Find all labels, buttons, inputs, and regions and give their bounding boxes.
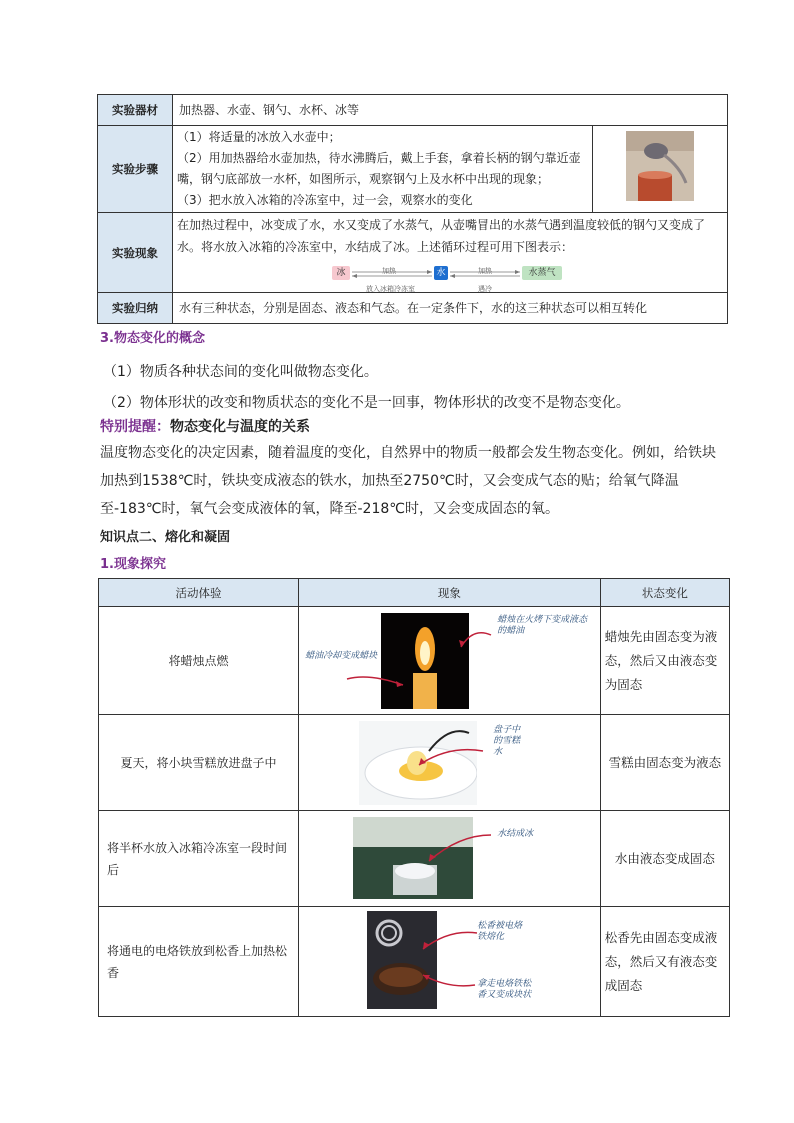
- label-heat-2: 加热: [478, 267, 492, 275]
- label-freeze: 放入冰箱冷冻室: [366, 285, 415, 293]
- note-rosin-melt: 松香被电烙铁熔化: [477, 921, 523, 942]
- label-conclusion: 实验归纳: [98, 293, 173, 324]
- table-row: [99, 607, 730, 715]
- label-cool: 遇冷: [478, 285, 492, 293]
- icecream-image-cell: [299, 715, 601, 811]
- change-rosin: 松香先由固态变成液态，然后又有液态变成固态: [600, 907, 729, 1017]
- note-candle-melt: 蜡烛在火烤下变成液态的蜡油: [497, 615, 588, 636]
- step-1: （1）将适量的冰放入水壶中；: [177, 130, 341, 144]
- label-phenomenon: 实验现象: [98, 213, 173, 293]
- tip-heading: [100, 413, 310, 441]
- ice-box: 冰: [332, 266, 350, 280]
- candle-image-cell: [299, 607, 601, 715]
- activity-candle: 将蜡烛点燃: [99, 607, 299, 715]
- change-icecream: 雪糕由固态变为液态: [600, 715, 729, 811]
- spoon-photo-cell: [593, 126, 728, 213]
- note-candle-solid: 蜡油冷却变成蜡块: [305, 651, 378, 661]
- spoon-steam-image: [626, 131, 694, 201]
- header-phenomenon: 现象: [299, 579, 601, 607]
- knowledge2-sub: 1.现象探究: [100, 557, 166, 572]
- label-equipment: 实验器材: [98, 95, 173, 126]
- equipment-content: 加热器、水壶、钢勺、水杯、冰等: [173, 95, 728, 126]
- phenomenon-content: 在加热过程中，冰变成了水，水又变成了水蒸气，从壶嘴冒出的水蒸气遇到温度较低的钢勺又变成了水。将水放入冰箱的冷冻室中，水结成了冰。上述循环过程可用下图表示：: [177, 218, 706, 254]
- step-2: （2）用加热器给水壶加热，待水沸腾后，戴上手套，拿着长柄的钢勺靠近壶嘴，钢勺底部放一水杯，如图所示，观察钢勺上及水杯中出现的现象；: [177, 151, 581, 186]
- table-row: [99, 715, 730, 811]
- water-cycle-diagram: [332, 262, 572, 293]
- tip-label: 特别提醒：: [100, 419, 170, 435]
- section3-title: 3.物态变化的概念: [100, 331, 205, 346]
- conclusion-content: 水有三种状态，分别是固态、液态和气态。在一定条件下，水的这三种状态可以相互转化: [173, 293, 728, 324]
- table-row: [99, 907, 730, 1017]
- annotation-arrows: [299, 907, 603, 1017]
- change-candle: 蜡烛先由固态变为液态，然后又由液态变为固态: [600, 607, 729, 715]
- change-water-freeze: 水由液态变成固态: [600, 811, 729, 907]
- activity-rosin: 将通电的电烙铁放到松香上加热松香: [99, 907, 299, 1017]
- note-rosin-solid: 拿走电烙铁松香又变成块状: [477, 979, 532, 1000]
- label-steps: 实验步骤: [98, 126, 173, 213]
- knowledge2-title: 知识点二、熔化和凝固: [100, 530, 231, 545]
- phenomenon-table: [98, 578, 730, 1017]
- rosin-image-cell: [299, 907, 601, 1017]
- note-icecream: 盘子中的雪糕水: [493, 725, 521, 757]
- steam-box: 水蒸气: [522, 266, 562, 280]
- activity-water-freeze: 将半杯水放入冰箱冷冻室一段时间后: [99, 811, 299, 907]
- tip-title: 物态变化与温度的关系: [170, 419, 310, 435]
- experiment-table: [97, 94, 728, 324]
- step-3: （3）把水放入冰箱的冷冻室中，过一会，观察水的变化: [177, 193, 473, 207]
- water-box: 水: [434, 266, 448, 280]
- annotation-arrows: [299, 715, 603, 811]
- steps-content: [173, 126, 593, 213]
- label-heat-1: 加热: [382, 267, 396, 275]
- tip-text: 温度物态变化的决定因素，随着温度的变化，自然界中的物质一般都会发生物态变化。例如，给铁块加热到1538℃时，铁块变成液态的铁水，加热至2750℃时，又会变成气态的贴；给氧气降温至-183℃时，氧气会变成液体的氧，降至-218℃时，又会变成固态的氧。: [100, 445, 716, 517]
- header-activity: 活动体验: [99, 579, 299, 607]
- note-ice: 水结成冰: [497, 829, 534, 839]
- section3-p2: （2）物体形状的改变和物质状态的变化不是一回事，物体形状的改变不是物态变化。: [103, 395, 630, 411]
- activity-icecream: 夏天，将小块雪糕放进盘子中: [99, 715, 299, 811]
- table-row: [99, 811, 730, 907]
- annotation-arrows: [299, 811, 603, 907]
- phenomenon-cell: [173, 213, 728, 293]
- header-change: 状态变化: [600, 579, 729, 607]
- section3-p1: （1）物质各种状态间的变化叫做物态变化。: [103, 364, 378, 380]
- ice-image-cell: [299, 811, 601, 907]
